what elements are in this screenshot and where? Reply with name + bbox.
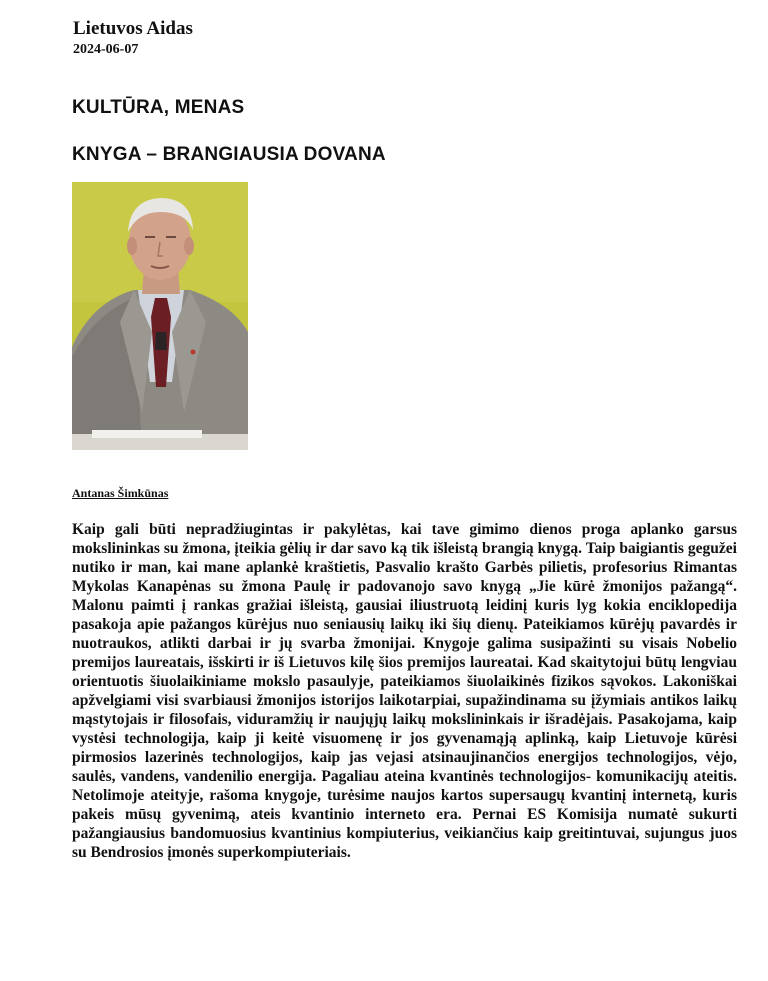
newspaper-name: Lietuvos Aidas [73, 18, 193, 39]
portrait-photo [72, 182, 248, 450]
article-author: Antanas Šimkūnas [72, 486, 169, 500]
portrait-photo-icon [72, 182, 248, 450]
publication-date: 2024-06-07 [73, 42, 139, 57]
section-title: KULTŪRA, MENAS [72, 97, 245, 118]
article-body: Kaip gali būti nepradžiugintas ir pakylėtas, kai tave gimimo dienos proga aplanko garsus mokslininkas su žmona, įteikia gėlių ir dar savo ką tik išleistą brangią knygą. Taip baigiantis gegužei nutiko ir man, kai mane aplankė kraštietis, Pasvalio krašto Garbės pilietis, profesorius Rimantas Mykolas Kanapėnas su žmona Paulę ir padovanojo savo knygą „Jie kūrė žmonijos pažangą“. Malonu paimti į rankas gražiai išleistą, gausiai iliustruotą leidinį kuris lyg kokia enciklopedija pasakoja apie pažangos kūrėjus nuo seniausių laikų iki šių dienų. Pateikiamos kūrėjų pavardės ir nuotraukos, atlikti darbai ir jų svarba žmonijai. Knygoje galima susipažinti su visais Nobelio premijos laureatais, išskirti ir iš Lietuvos kilę šios premijos laureatai. Kad skaitytojui būtų lengviau orientuotis šiuolaikiniame mokslo pasaulyje, pateikiamos šiuolaikinės fizikos sąvokos. Lakoniškai apžvelgiami visi svarbiausi žmonijos istorijos laikotarpiai, supažindinama su įžymiais antikos laikų mąstytojais ir filosofais, viduramžių ir naujųjų laikų mokslininkais ir išradėjais. Pasakojama, kaip vystėsi technologija, kaip ji keitė visuomenę ir jos gyvenamąją aplinką, kaip Lietuvoje kūrėsi pirmosios lazerinės technologijos, kaip jas vejasi atsinaujinančios energijos technologijos, vėjo, saulės, vandens, vandenilio energija. Pagaliau ateina kvantinės technologijos- komunikacijų ateitis. Netolimoje ateityje, rašoma knygoje, turėsime naujos kartos supersaugų kvantinį internetą, kuris pakeis mūsų gyvenimą, ateis kvantinio interneto era. Pernai ES Komisija numatė sukurti pažangiausius bandomuosius kvantinius kompiuterius, veikiančius kaip greitintuvai, sujungus juos su Bendrosios įmonės superkompiuteriais. [72, 521, 737, 861]
article-headline: KNYGA – BRANGIAUSIA DOVANA [72, 144, 386, 165]
